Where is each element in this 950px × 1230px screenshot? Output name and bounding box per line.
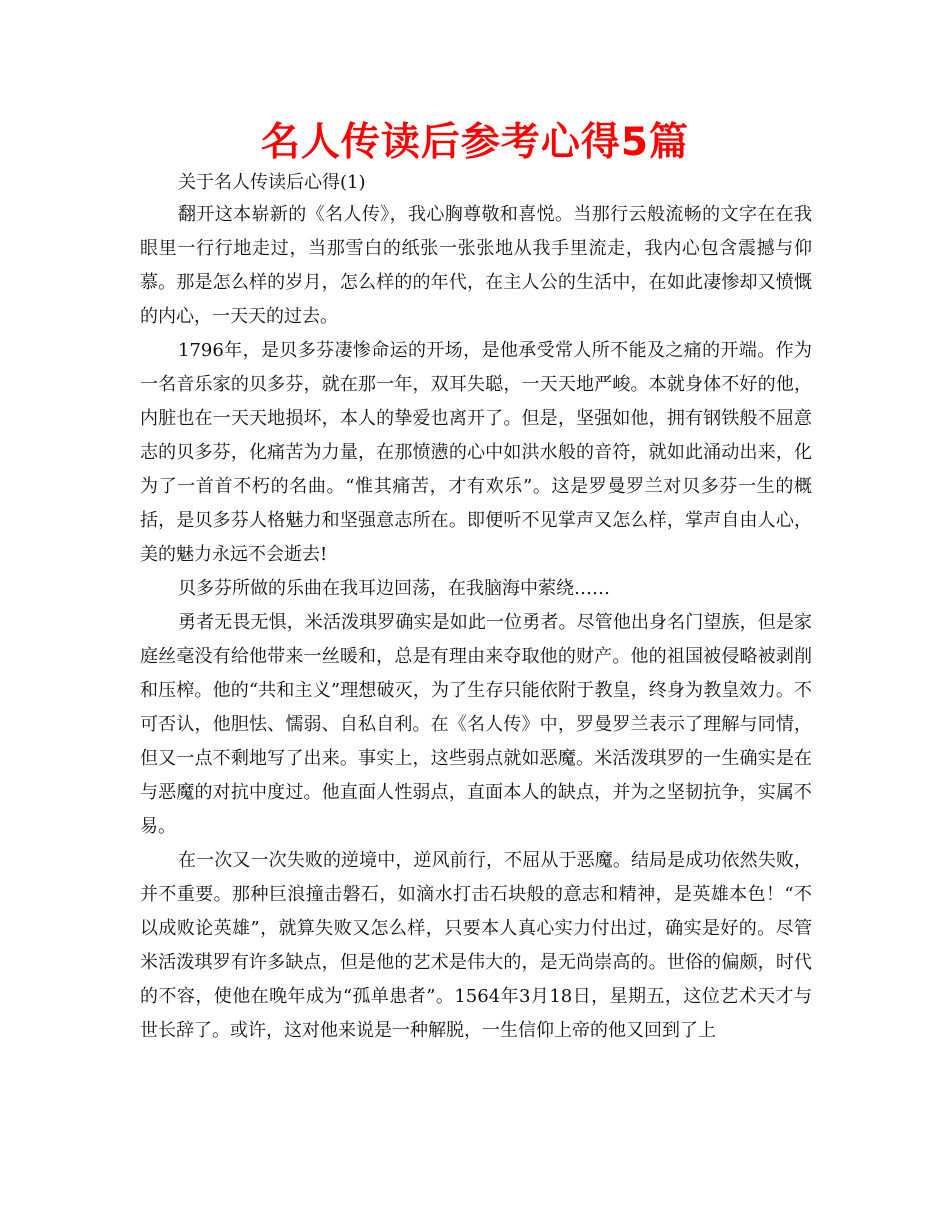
section-heading: 关于名人传读后心得(1) <box>178 172 366 193</box>
paragraph-1: 翻开这本崭新的《名人传》，我心胸尊敬和喜悦。当那行云般流畅的文字在在我眼里一行行地走过，当那雪白的纸张一张张地从我手里流走，我内心包含震撼与仰慕。那是怎么样的岁月，怎么样的的年代，在主人公的生活中，在如此凄惨却又愤慨的内心，一天天的过去。 <box>140 204 812 327</box>
paragraph-3: 贝多芬所做的乐曲在我耳边回荡，在我脑海中萦绕…… <box>178 578 610 599</box>
document-title: 名人传读后参考心得5篇 <box>260 120 690 165</box>
paragraph-5: 在一次又一次失败的逆境中，逆风前行，不屈从于恶魔。结局是成功依然失败，并不重要。那种巨浪撞击磐石，如滴水打击石块般的意志和精神，是英雄本色！“不以成败论英雄”，就算失败又怎么样，只要本人真心实力付出过，确实是好的。尽管米活泼琪罗有许多缺点，但是他的艺术是伟大的，是无尚崇高的。世俗的偏颇，时代的不容，使他在晚年成为“孤单患者”。1564年3月18日，星期五，这位艺术天才与世长辞了。或许，这对他来说是一种解脱，一生信仰上帝的他又回到了上 <box>140 850 812 1041</box>
paragraph-2: 1796年，是贝多芬凄惨命运的开场，是他承受常人所不能及之痛的开端。作为一名音乐家的贝多芬，就在那一年，双耳失聪，一天天地严峻。本就身体不好的他，内脏也在一天天地损坏，本人的挚爱也离开了。但是，坚强如他，拥有钢铁般不屈意志的贝多芬，化痛苦为力量，在那愤懑的心中如洪水般的音符，就如此涌动出来，化为了一首首不朽的名曲。“惟其痛苦，才有欢乐”。这是罗曼罗兰对贝多芬一生的概括，是贝多芬人格魅力和坚强意志所在。即便听不见掌声又怎么样，掌声自由人心，美的魅力永远不会逝去! <box>140 340 812 565</box>
paragraph-4: 勇者无畏无惧，米活泼琪罗确实是如此一位勇者。尽管他出身名门望族，但是家庭丝毫没有给他带来一丝暖和，总是有理由来夺取他的财产。他的祖国被侵略被剥削和压榨。他的“共和主义”理想破灭，为了生存只能依附于教皇，终身为教皇效力。不可否认，他胆怯、懦弱、自私自利。在《名人传》中，罗曼罗兰表示了理解与同情，但又一点不剩地写了出来。事实上，这些弱点就如恶魔。米活泼琪罗的一生确实是在与恶魔的对抗中度过。他直面人性弱点，直面本人的缺点，并为之坚韧抗争，实属不易。 <box>140 612 812 837</box>
document-body <box>140 168 812 1048</box>
